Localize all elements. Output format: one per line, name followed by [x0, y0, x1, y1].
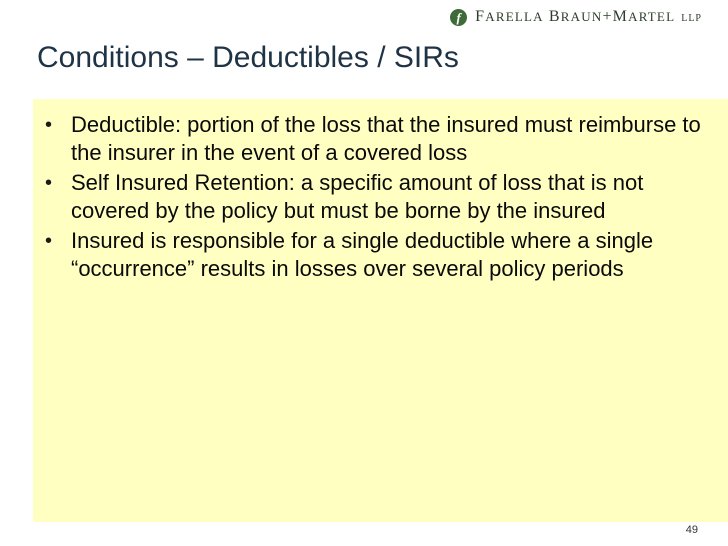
- logo-initial-b: B: [548, 8, 561, 25]
- firm-name: [475, 8, 702, 26]
- firm-logo: [450, 8, 702, 26]
- bullet-list: [33, 111, 720, 283]
- logo-initial-m: M: [612, 8, 629, 25]
- logo-suffix-llp: LLP: [681, 13, 702, 24]
- bullet-text: Deductible: portion of the loss that the insured must reimburse to the insurer in the event of a covered loss: [71, 112, 701, 165]
- logo-word-farella: ARELLA: [485, 9, 544, 24]
- bullet-item: [33, 111, 720, 167]
- bullet-item: [33, 169, 720, 225]
- bullet-text: Insured is responsible for a single deductible where a single “occurrence” results in losses over several policy periods: [71, 228, 654, 281]
- bullet-icon: •: [45, 172, 53, 194]
- logo-word-braun: RAUN: [560, 9, 603, 24]
- bullet-text: Self Insured Retention: a specific amount of loss that is not covered by the policy but must be borne by the insured: [71, 170, 644, 223]
- bullet-icon: •: [45, 114, 53, 136]
- logo-word-martel: ARTEL: [628, 9, 676, 24]
- content-box: [33, 99, 728, 522]
- logo-plus: +: [602, 8, 613, 25]
- page-number: 49: [685, 524, 698, 536]
- slide-title: Conditions – Deductibles / SIRs: [37, 41, 459, 74]
- leaf-f-icon: f: [450, 9, 467, 26]
- logo-initial-f: F: [475, 8, 486, 25]
- bullet-icon: •: [45, 230, 53, 252]
- bullet-item: [33, 227, 720, 283]
